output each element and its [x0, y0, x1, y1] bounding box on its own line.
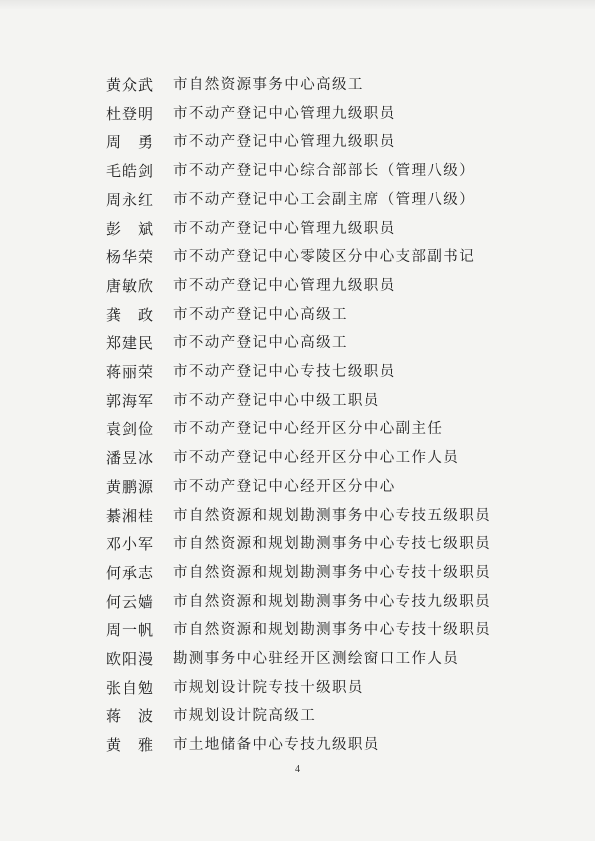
list-item	[0, 589, 595, 615]
person-name: 黄众武	[106, 76, 155, 94]
person-name: 何云嫱	[106, 592, 155, 611]
person-name: 张自勉	[106, 678, 155, 697]
list-item	[0, 158, 595, 184]
page-number: 4	[295, 764, 300, 775]
person-role: 市不动产登记中心经开区分中心工作人员	[173, 450, 460, 467]
person-role: 市自然资源和规划勘测事务中心专技十级职员	[173, 564, 491, 581]
list-item	[0, 646, 595, 672]
list-item	[0, 244, 595, 270]
list-item	[0, 675, 595, 701]
person-role: 市不动产登记中心专技七级职员	[173, 364, 396, 380]
list-item	[0, 503, 595, 529]
person-name: 郭海军	[106, 391, 155, 410]
person-role: 市土地储备中心专技九级职员	[173, 737, 380, 754]
person-role: 市不动产登记中心经开区分中心副主任	[173, 421, 444, 438]
person-name: 黄 雅	[106, 736, 155, 755]
person-role: 市不动产登记中心工会副主席（管理八级）	[173, 191, 476, 208]
person-role: 市不动产登记中心管理九级职员	[173, 220, 396, 237]
list-item	[0, 617, 595, 643]
list-item	[0, 416, 595, 442]
list-item	[0, 101, 595, 127]
person-name: 綦湘桂	[106, 506, 155, 525]
person-name: 周 勇	[106, 133, 155, 152]
person-role: 市不动产登记中心管理九级职员	[173, 134, 396, 151]
person-role: 市不动产登记中心高级工	[173, 306, 348, 323]
list-item	[0, 330, 595, 356]
person-role: 市规划设计院高级工	[173, 708, 317, 725]
person-name: 郑建民	[106, 334, 155, 353]
list-item	[0, 732, 595, 758]
person-name: 杜登明	[106, 104, 155, 123]
list-item	[0, 273, 595, 299]
person-role: 市自然资源和规划勘测事务中心专技十级职员	[173, 622, 491, 639]
person-role: 勘测事务中心驻经开区测绘窗口工作人员	[173, 651, 460, 667]
list-item	[0, 359, 595, 385]
person-name: 周永红	[106, 190, 155, 209]
list-item	[0, 703, 595, 729]
person-role: 市不动产登记中心综合部部长（管理八级）	[173, 163, 476, 180]
person-name: 龚 政	[106, 305, 155, 324]
person-role: 市自然资源和规划勘测事务中心专技七级职员	[173, 536, 491, 553]
list-item	[0, 187, 595, 213]
person-role: 市不动产登记中心高级工	[173, 335, 348, 352]
person-role: 市自然资源和规划勘测事务中心专技九级职员	[173, 593, 491, 610]
person-name: 邓小军	[106, 535, 155, 554]
person-role: 市不动产登记中心中级工职员	[173, 392, 380, 409]
person-role: 市不动产登记中心经开区分中心	[173, 478, 396, 495]
person-role: 市规划设计院专技十级职员	[173, 679, 364, 696]
person-name: 唐敏欣	[106, 276, 155, 295]
list-item	[0, 72, 595, 98]
person-name: 黄鹏源	[106, 477, 155, 496]
list-item	[0, 216, 595, 242]
person-name: 潘昱冰	[106, 449, 155, 468]
person-name: 杨华荣	[106, 248, 155, 267]
list-item	[0, 129, 595, 155]
list-item	[0, 531, 595, 557]
person-name: 蒋 波	[106, 707, 155, 726]
list-item	[0, 560, 595, 586]
person-name: 何承志	[106, 563, 155, 582]
person-role: 市不动产登记中心管理九级职员	[173, 105, 396, 122]
list-item	[0, 302, 595, 328]
person-name: 彭 斌	[106, 219, 155, 238]
list-item	[0, 388, 595, 414]
person-role: 市不动产登记中心管理九级职员	[173, 277, 396, 294]
scan-edge-shadow	[0, 0, 595, 10]
person-name: 蒋丽荣	[106, 363, 155, 381]
person-name: 欧阳漫	[106, 650, 155, 668]
list-item	[0, 445, 595, 471]
list-item	[0, 474, 595, 500]
person-role: 市自然资源和规划勘测事务中心专技五级职员	[173, 507, 491, 524]
person-name: 毛皓剑	[106, 162, 155, 181]
person-name: 袁剑俭	[106, 420, 155, 439]
person-role: 市自然资源事务中心高级工	[173, 77, 364, 93]
person-name: 周一帆	[106, 621, 155, 640]
person-role: 市不动产登记中心零陵区分中心支部副书记	[173, 249, 476, 266]
